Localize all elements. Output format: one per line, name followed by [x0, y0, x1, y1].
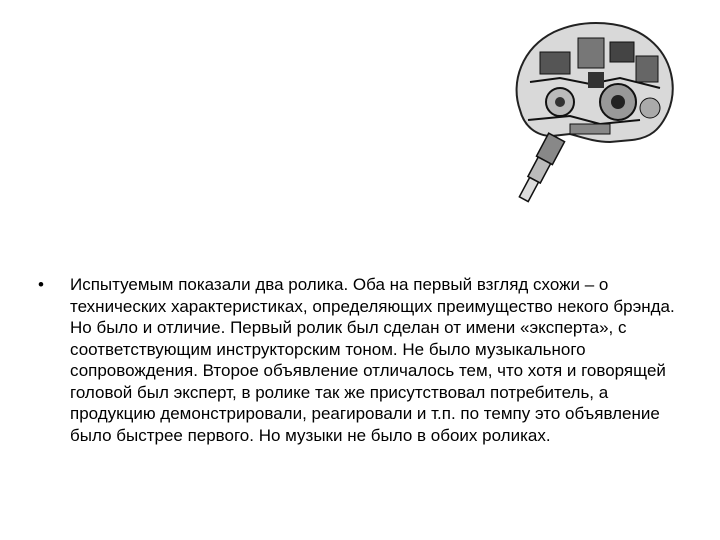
bullet-paragraph: Испытуемым показали два ролика. Оба на первый взгляд схожи – о технических характеристиках, определяющих преимущество некого брэнда. Но было и отличие. Первый ролик был сделан от имени «эксперта», с соответствующим инструкторским тоном. Не было музыкального сопровождения. Второе объявление отличалось тем, что хотя и говорящей головой был эксперт, в ролике так же присутствовал потребитель, а продукцию демонстрировали, реагировали и т.п. по темпу это объявление было быстрее первого. Но музыки не было в обоих роликах.	[70, 275, 675, 445]
mechanical-brain-icon	[500, 12, 686, 208]
bullet-marker: •	[38, 275, 44, 294]
bullet-item	[38, 274, 688, 446]
